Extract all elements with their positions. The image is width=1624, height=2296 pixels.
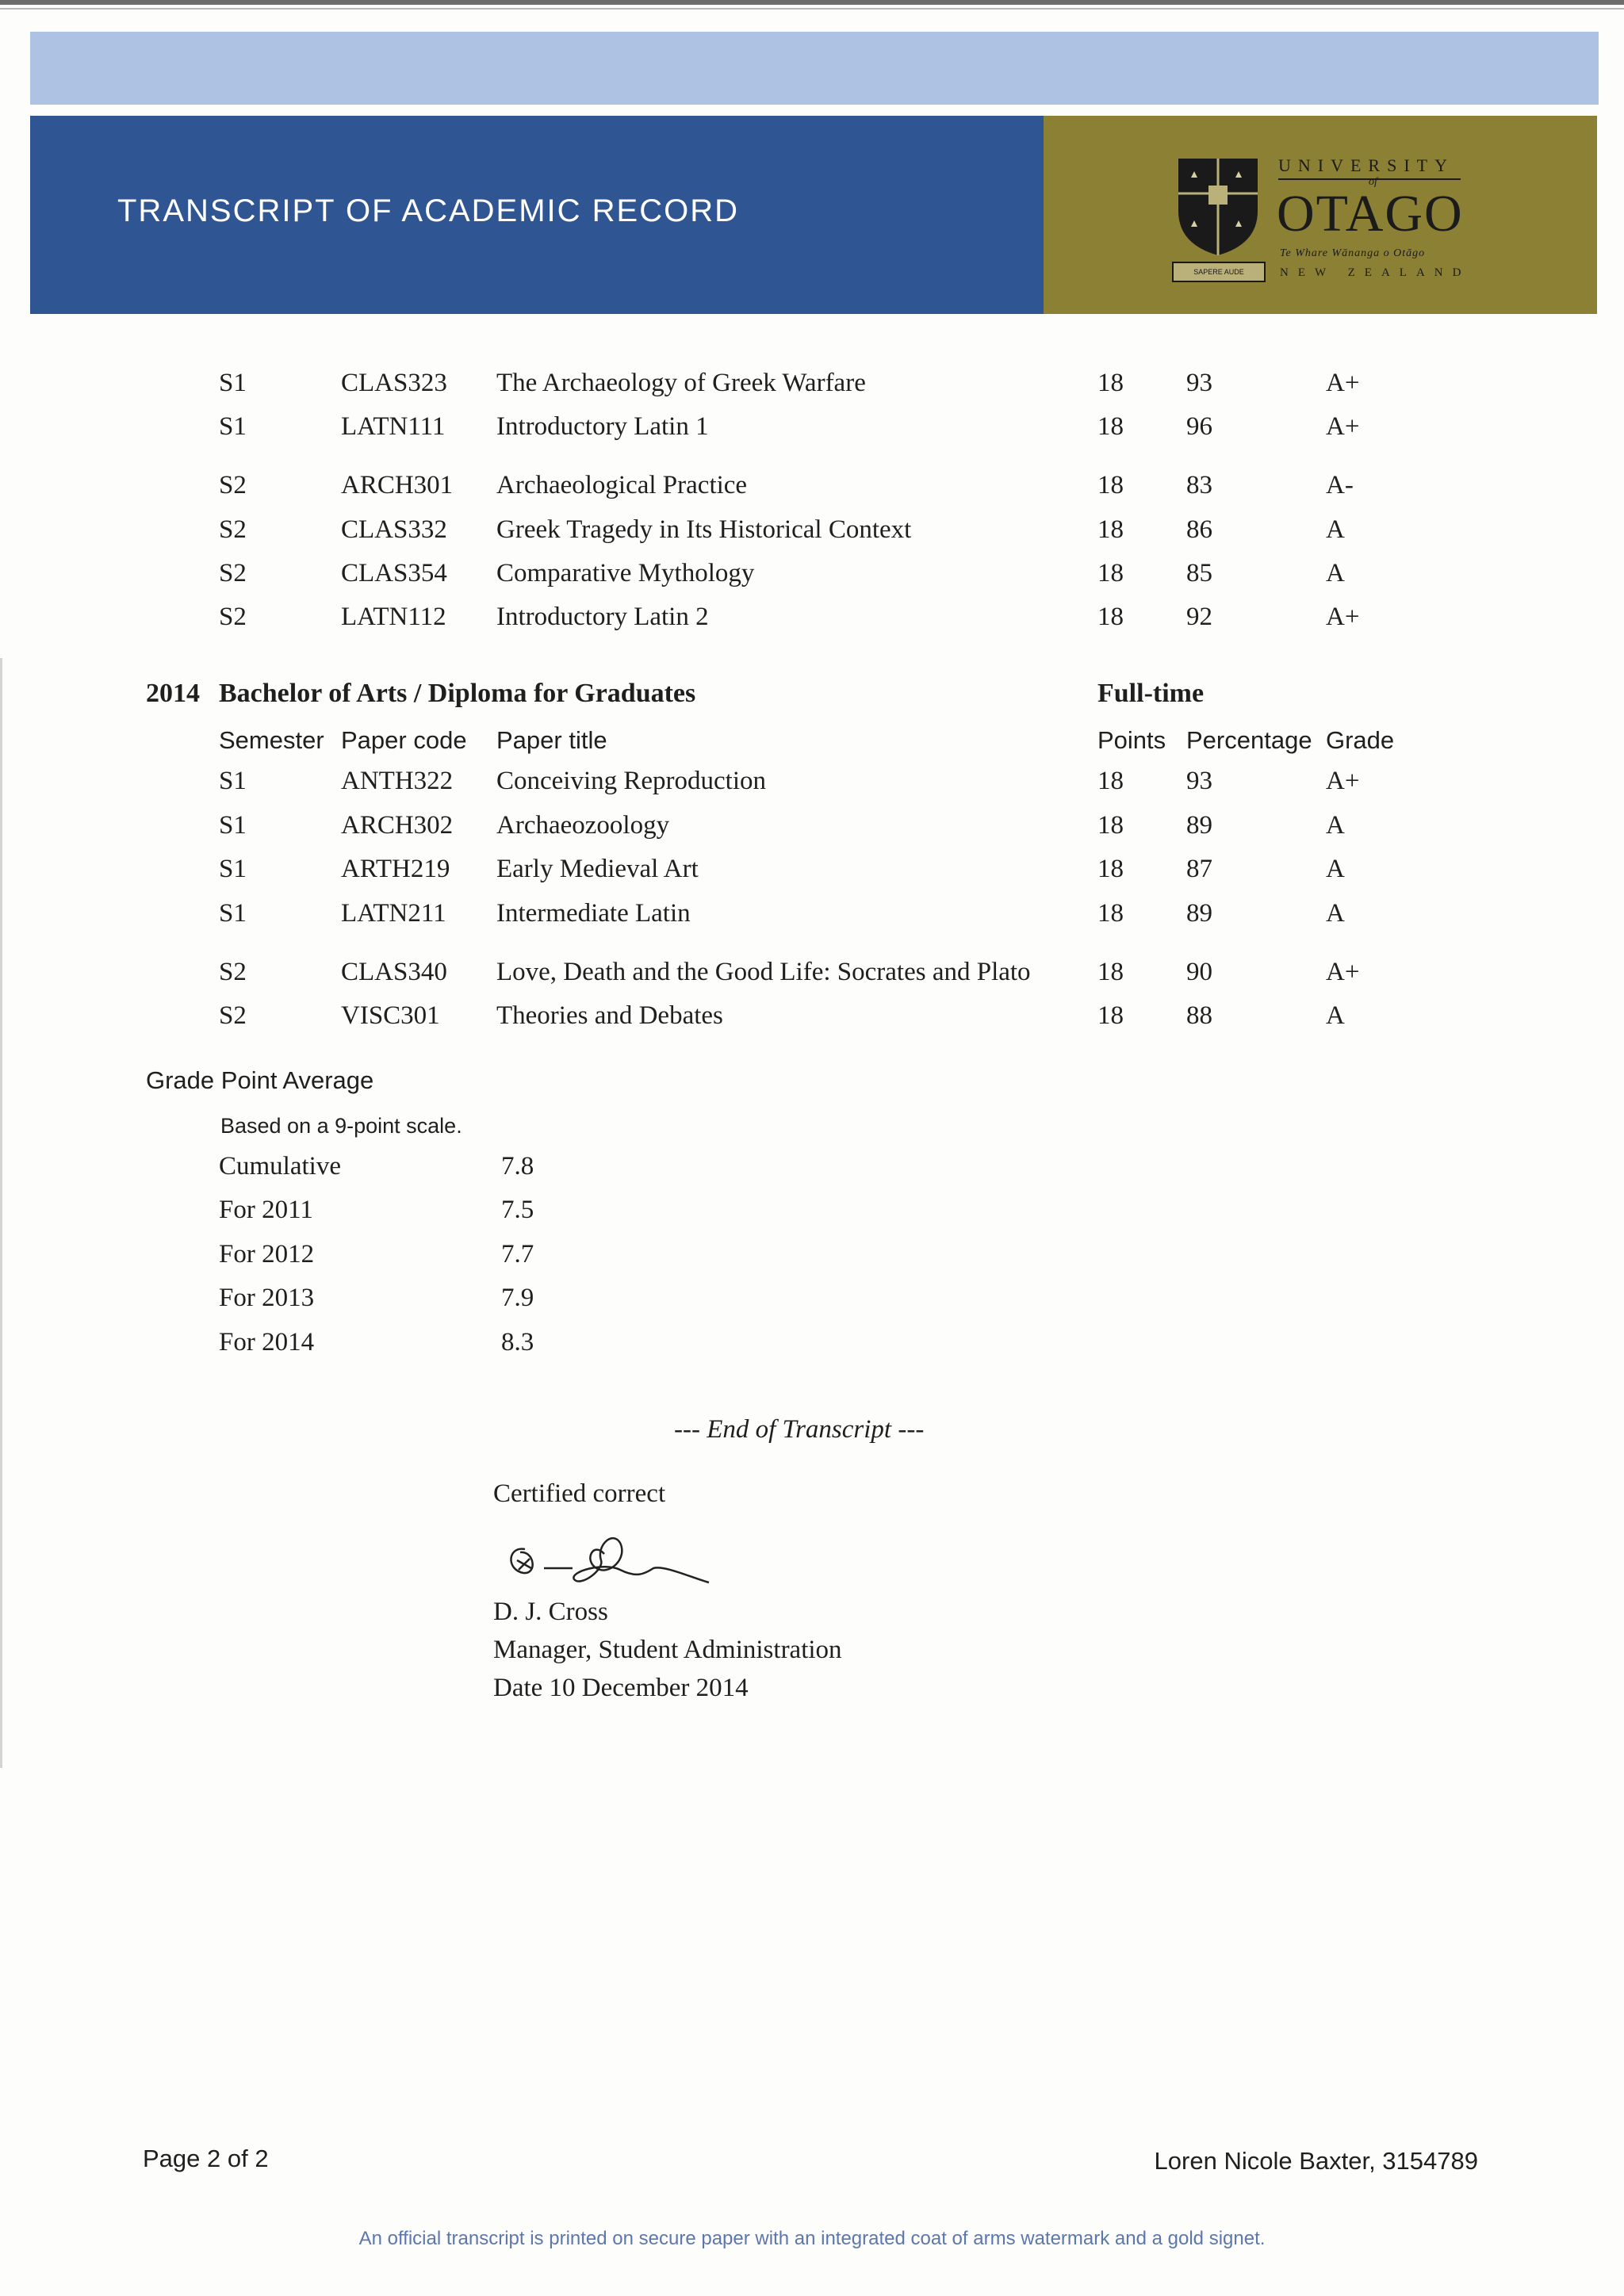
percentage: 83 xyxy=(1186,471,1212,499)
grade: A xyxy=(1326,811,1345,840)
percentage: 93 xyxy=(1186,767,1212,795)
logo-name: OTAGO xyxy=(1277,185,1464,243)
semester: S2 xyxy=(219,958,247,986)
semester: S1 xyxy=(219,767,247,795)
paper-title: Love, Death and the Good Life: Socrates and Plato xyxy=(496,958,1031,986)
paper-code: LATN111 xyxy=(341,412,446,441)
grade: A xyxy=(1326,515,1345,544)
grade: A+ xyxy=(1326,369,1360,397)
logo-maori-name: Te Whare Wānanga o Otāgo xyxy=(1280,247,1426,259)
semester: S1 xyxy=(219,412,247,441)
points: 18 xyxy=(1097,899,1124,928)
gpa-value: 8.3 xyxy=(501,1328,534,1357)
gpa-value: 7.7 xyxy=(501,1240,534,1269)
gpa-value: 7.5 xyxy=(501,1196,534,1224)
top-rule-thin xyxy=(0,8,1624,10)
semester: S2 xyxy=(219,603,247,631)
header-points: Points xyxy=(1097,726,1166,754)
paper-code: ANTH322 xyxy=(341,767,454,795)
grade: A- xyxy=(1326,471,1354,499)
paper-code: CLAS354 xyxy=(341,559,447,587)
section-year: 2014 xyxy=(146,679,200,708)
points: 18 xyxy=(1097,603,1124,631)
section-program: Bachelor of Arts / Diploma for Graduates xyxy=(219,679,696,708)
page-number: Page 2 of 2 xyxy=(143,2145,269,2172)
signature-icon xyxy=(485,1522,747,1601)
points: 18 xyxy=(1097,811,1124,840)
paper-code: ARCH302 xyxy=(341,811,454,840)
percentage: 93 xyxy=(1186,369,1212,397)
semester: S1 xyxy=(219,855,247,883)
semester: S2 xyxy=(219,515,247,544)
scan-edge xyxy=(0,658,2,1768)
percentage: 89 xyxy=(1186,811,1212,840)
points: 18 xyxy=(1097,958,1124,986)
header-semester: Semester xyxy=(219,726,324,754)
student-name-id: Loren Nicole Baxter, 3154789 xyxy=(1154,2147,1478,2175)
header-grade: Grade xyxy=(1326,726,1395,754)
grade: A xyxy=(1326,1001,1345,1030)
percentage: 87 xyxy=(1186,855,1212,883)
grade: A xyxy=(1326,899,1345,928)
paper-title: Theories and Debates xyxy=(496,1001,723,1030)
paper-code: CLAS332 xyxy=(341,515,447,544)
certified-correct: Certified correct xyxy=(493,1479,666,1508)
gpa-title: Grade Point Average xyxy=(146,1066,374,1094)
percentage: 96 xyxy=(1186,412,1212,441)
semester: S2 xyxy=(219,1001,247,1030)
percentage: 90 xyxy=(1186,958,1212,986)
end-of-transcript: --- End of Transcript --- xyxy=(674,1415,925,1444)
grade: A+ xyxy=(1326,958,1360,986)
points: 18 xyxy=(1097,855,1124,883)
percentage: 88 xyxy=(1186,1001,1212,1030)
grade: A xyxy=(1326,855,1345,883)
gpa-label: For 2014 xyxy=(219,1328,315,1357)
grade: A+ xyxy=(1326,603,1360,631)
gpa-value: 7.8 xyxy=(501,1152,534,1181)
grade: A xyxy=(1326,559,1345,587)
paper-code: ARTH219 xyxy=(341,855,450,883)
paper-code: ARCH301 xyxy=(341,471,454,499)
percentage: 85 xyxy=(1186,559,1212,587)
paper-title: Archaeozoology xyxy=(496,811,670,840)
points: 18 xyxy=(1097,369,1124,397)
paper-code: LATN112 xyxy=(341,603,446,631)
gpa-note: Based on a 9-point scale. xyxy=(220,1114,462,1138)
logo-country: NEW ZEALAND xyxy=(1280,266,1471,279)
points: 18 xyxy=(1097,412,1124,441)
percentage: 86 xyxy=(1186,515,1212,544)
semester: S1 xyxy=(219,899,247,928)
gpa-label: Cumulative xyxy=(219,1152,341,1181)
crest-icon xyxy=(1175,155,1261,258)
paper-code: LATN211 xyxy=(341,899,446,928)
paper-title: Introductory Latin 1 xyxy=(496,412,709,441)
gpa-value: 7.9 xyxy=(501,1284,534,1312)
points: 18 xyxy=(1097,1001,1124,1030)
points: 18 xyxy=(1097,471,1124,499)
paper-title: Comparative Mythology xyxy=(496,559,755,587)
points: 18 xyxy=(1097,767,1124,795)
semester: S1 xyxy=(219,369,247,397)
crest-motto: SAPERE AUDE xyxy=(1172,262,1266,282)
paper-title: Greek Tragedy in Its Historical Context xyxy=(496,515,912,544)
semester: S2 xyxy=(219,471,247,499)
paper-title: Introductory Latin 2 xyxy=(496,603,709,631)
header-paper-code: Paper code xyxy=(341,726,467,754)
paper-title: The Archaeology of Greek Warfare xyxy=(496,369,866,397)
paper-title: Intermediate Latin xyxy=(496,899,691,928)
paper-title: Conceiving Reproduction xyxy=(496,767,767,795)
gpa-label: For 2013 xyxy=(219,1284,315,1312)
section-status: Full-time xyxy=(1097,679,1205,708)
points: 18 xyxy=(1097,515,1124,544)
security-note: An official transcript is printed on secure paper with an integrated coat of arms watermark and a gold signet. xyxy=(358,2228,1266,2249)
header-percentage: Percentage xyxy=(1186,726,1312,754)
certification-date: Date 10 December 2014 xyxy=(493,1674,749,1702)
percentage: 89 xyxy=(1186,899,1212,928)
paper-code: VISC301 xyxy=(341,1001,440,1030)
percentage: 92 xyxy=(1186,603,1212,631)
gpa-label: For 2012 xyxy=(219,1240,315,1269)
header-sky-band xyxy=(30,32,1599,105)
grade: A+ xyxy=(1326,767,1360,795)
gpa-label: For 2011 xyxy=(219,1196,313,1224)
logo-of: of xyxy=(1369,176,1377,188)
top-rule xyxy=(0,0,1624,5)
logo-university: UNIVERSITY xyxy=(1278,155,1454,175)
header-paper-title: Paper title xyxy=(496,726,607,754)
signer-name: D. J. Cross xyxy=(493,1598,608,1626)
paper-title: Archaeological Practice xyxy=(496,471,748,499)
semester: S1 xyxy=(219,811,247,840)
signer-role: Manager, Student Administration xyxy=(493,1636,842,1664)
paper-title: Early Medieval Art xyxy=(496,855,699,883)
document-title: TRANSCRIPT OF ACADEMIC RECORD xyxy=(117,193,739,228)
semester: S2 xyxy=(219,559,247,587)
paper-code: CLAS323 xyxy=(341,369,447,397)
paper-code: CLAS340 xyxy=(341,958,447,986)
points: 18 xyxy=(1097,559,1124,587)
grade: A+ xyxy=(1326,412,1360,441)
